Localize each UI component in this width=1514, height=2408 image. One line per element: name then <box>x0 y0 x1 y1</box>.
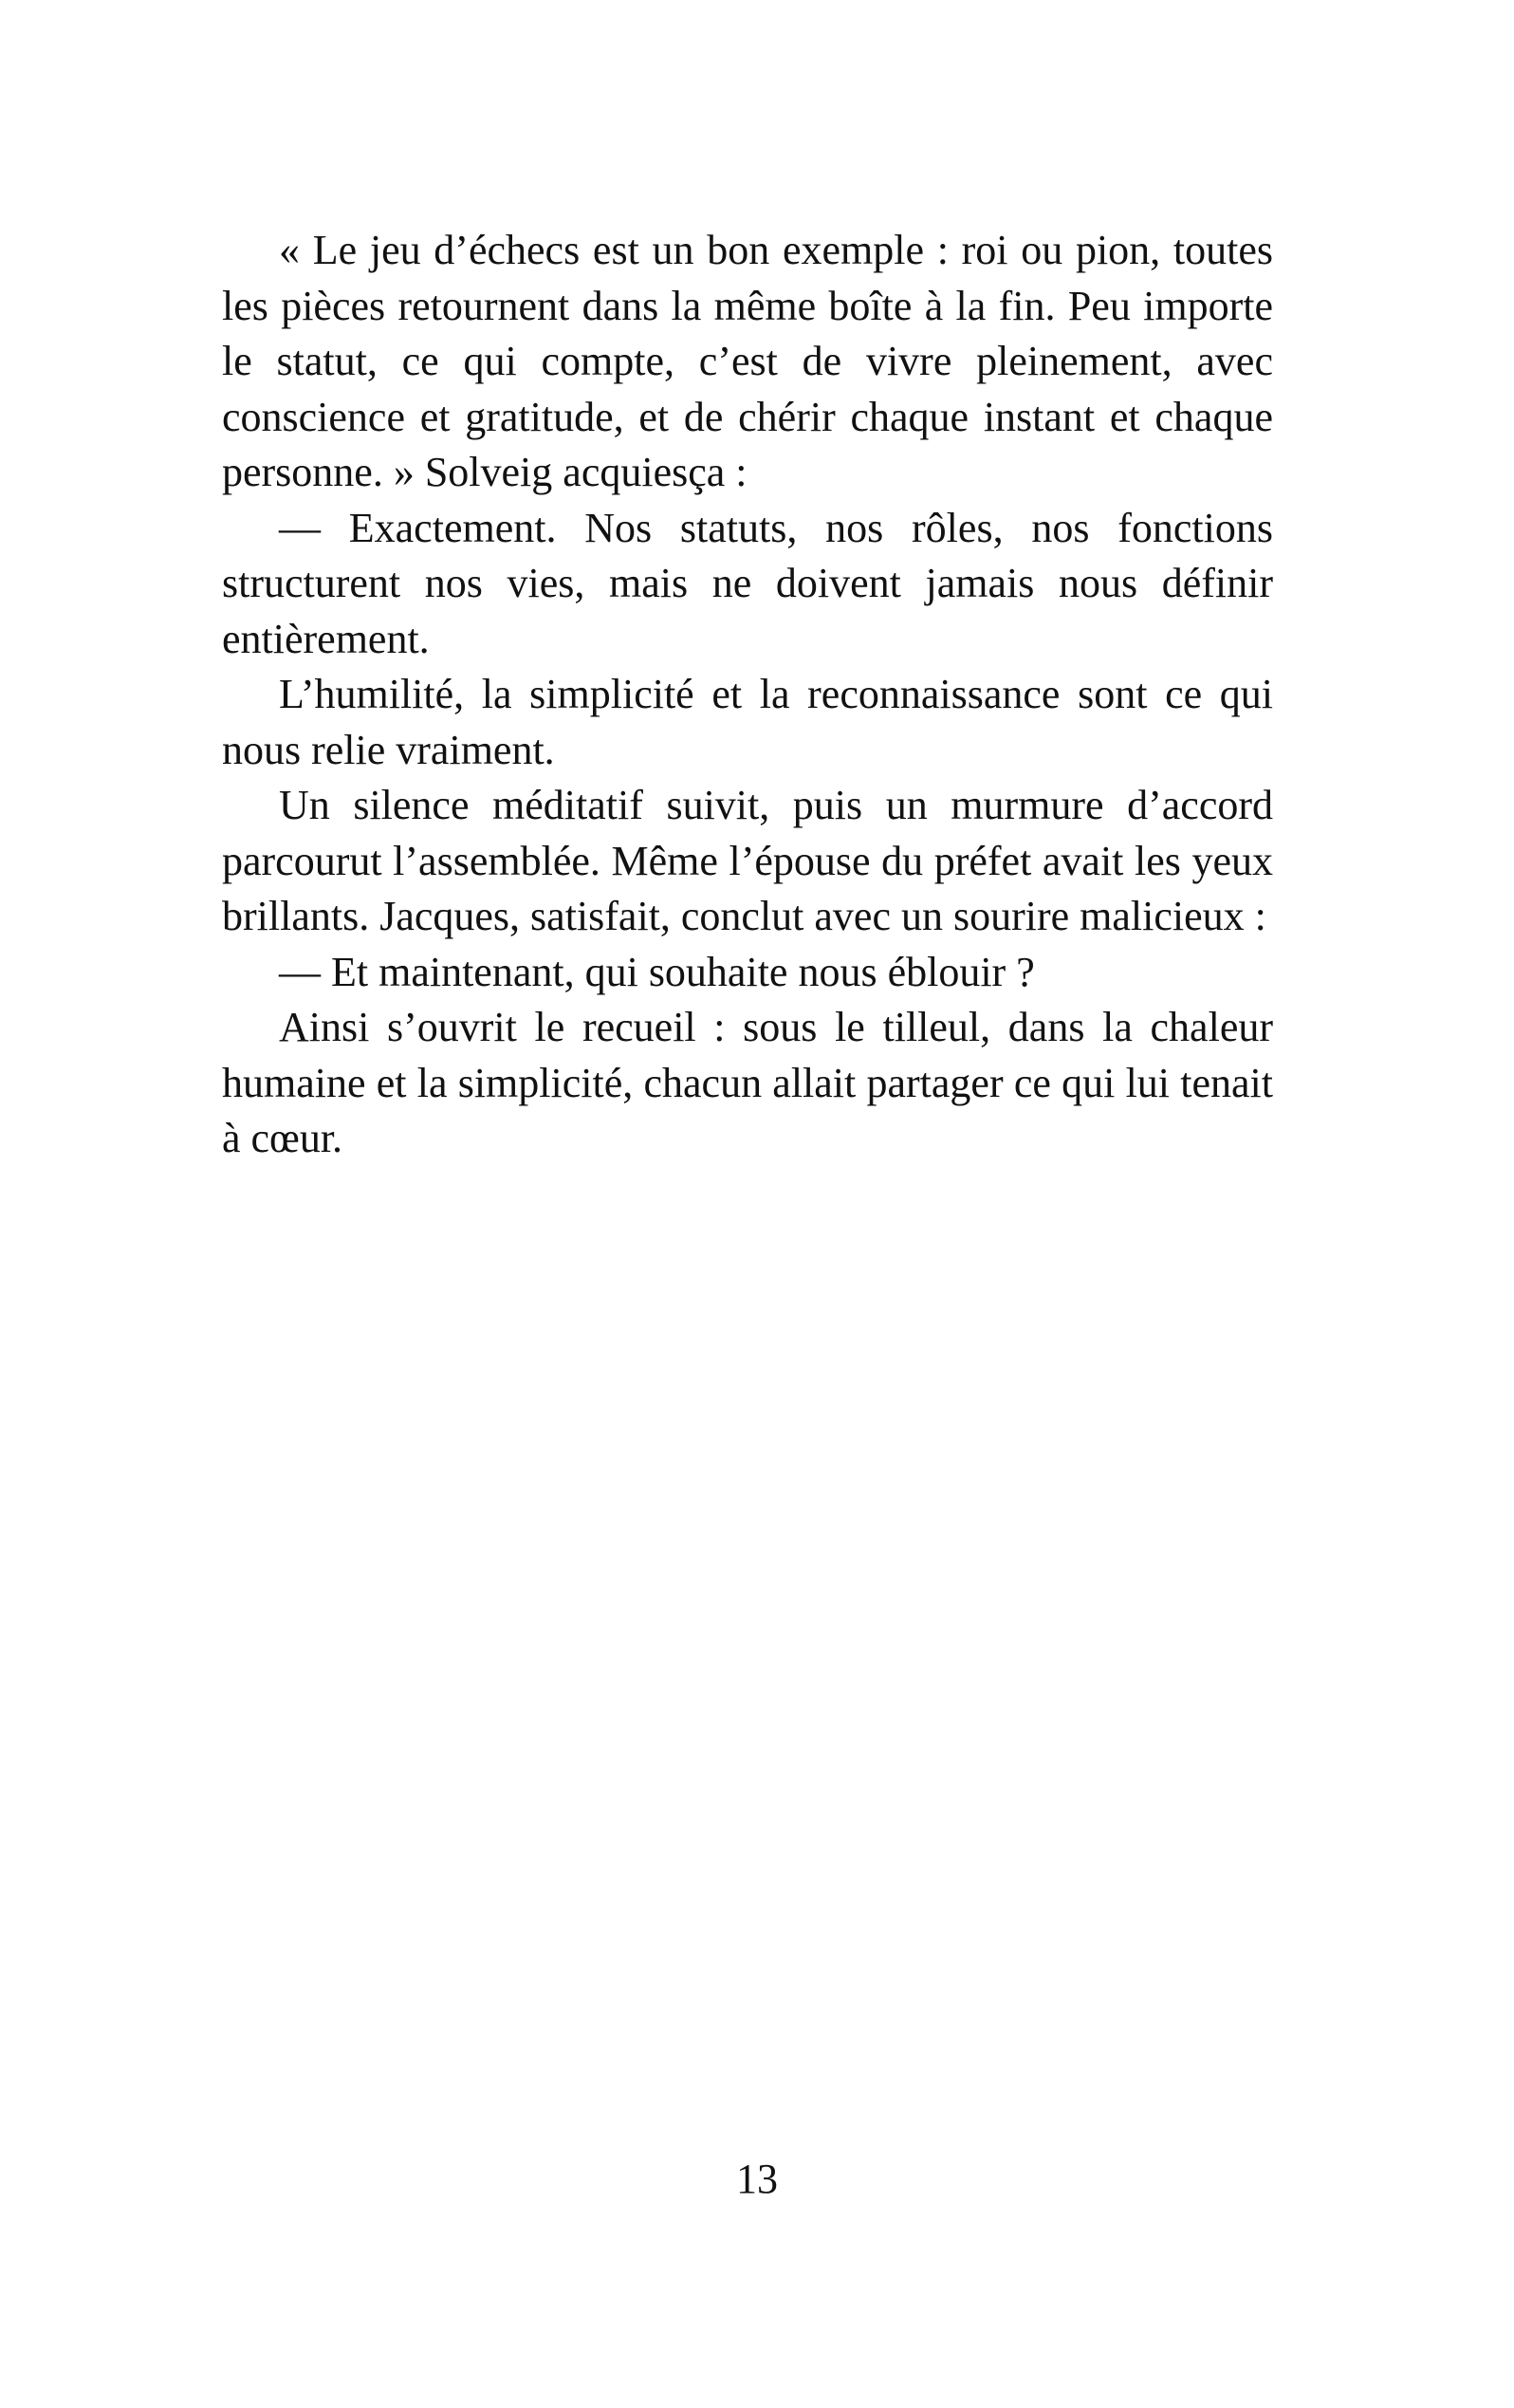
page-number: 13 <box>736 2156 778 2202</box>
paragraph-6: Ainsi s’ouvrit le recueil : sous le tilleul, dans la chaleur humaine et la simplicité, chacun allait partager ce qui lui tenait à cœur. <box>222 1004 1273 1161</box>
paragraph-4: Un silence méditatif suivit, puis un murmure d’accord parcourut l’assemblée. Même l’épouse du préfet avait les yeux brillants. Jacques, satisfait, conclut avec un sourire malicieux : <box>222 782 1273 939</box>
paragraph-3: L’humilité, la simplicité et la reconnaissance sont ce qui nous relie vraiment. <box>222 671 1273 773</box>
paragraph-5: — Et maintenant, qui souhaite nous éblouir ? <box>279 948 1035 995</box>
paragraph-2: — Exactement. Nos statuts, nos rôles, nos fonctions structurent nos vies, mais ne doivent jamais nous définir entièrement. <box>222 504 1273 662</box>
paragraph-1: « Le jeu d’échecs est un bon exemple : roi ou pion, toutes les pièces retournent dans la même boîte à la fin. Peu importe le statut, ce qui compte, c’est de vivre pleinement, avec conscience et gratitude, et de chérir chaque instant et chaque personne. » Solveig acquiesça : <box>222 227 1273 495</box>
body-text <box>222 223 1273 1167</box>
